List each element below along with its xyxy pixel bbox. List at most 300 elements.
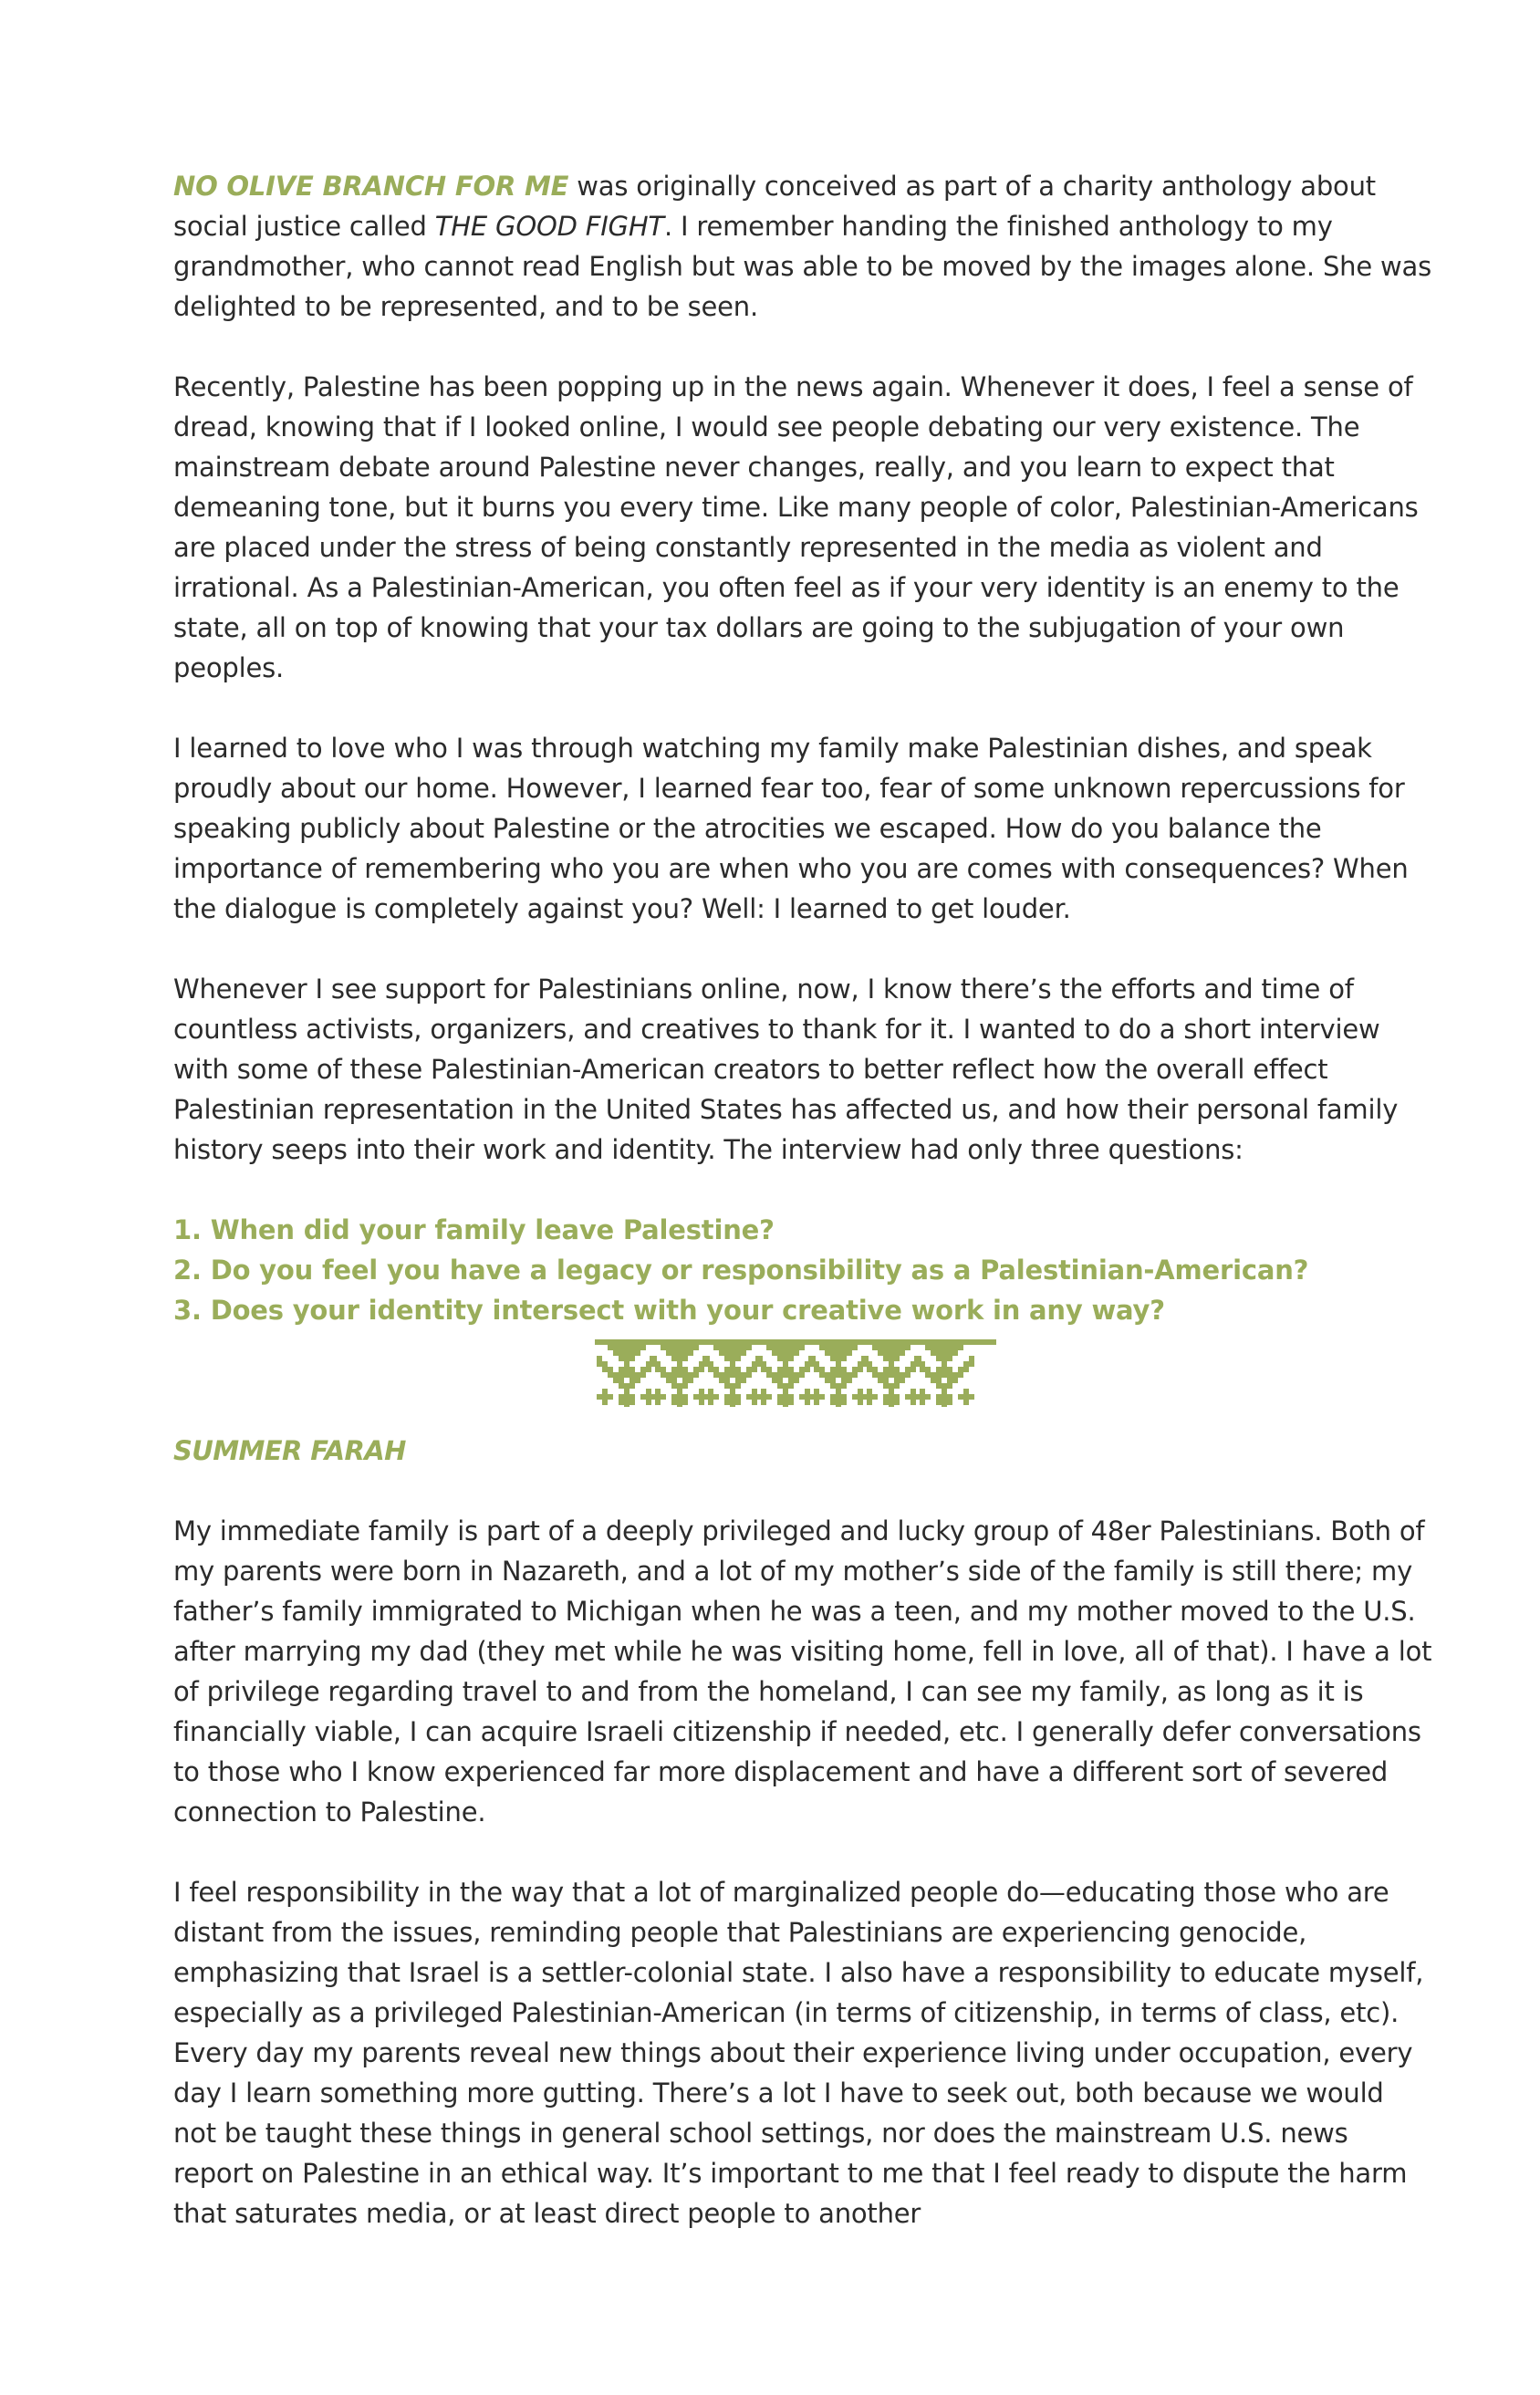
ornament-stitch — [889, 1394, 894, 1400]
ornament-stitch — [730, 1394, 735, 1400]
ornament-stitch — [847, 1372, 852, 1378]
ornament-stitch — [894, 1372, 900, 1378]
ornament-stitch — [905, 1372, 910, 1378]
ornament-stitch — [719, 1378, 724, 1383]
intro-paragraph-1-text-a: was originally conceived as part of a charity anthology about social justice called — [173, 171, 1376, 242]
ornament-stitch — [761, 1400, 766, 1405]
tatreez-border-ornament-icon — [595, 1339, 996, 1407]
ornament-stitch — [640, 1345, 646, 1350]
question-item: 1. When did your family leave Palestine? — [173, 1214, 775, 1245]
ornament-stitch — [693, 1372, 699, 1378]
ornament-stitch — [889, 1372, 894, 1378]
ornament-stitch — [661, 1372, 666, 1378]
ornament-stitch — [655, 1361, 661, 1367]
ornament-stitch — [883, 1400, 889, 1405]
ornament-stitch — [671, 1367, 677, 1372]
ornament-stitch — [677, 1405, 682, 1407]
ornament-stitch — [858, 1367, 863, 1372]
ornament-stitch — [788, 1394, 794, 1400]
ornament-stitch — [830, 1367, 836, 1372]
ornament-stitch — [883, 1378, 889, 1383]
ornament-stitch — [788, 1356, 794, 1361]
ornament-stitch — [682, 1356, 688, 1361]
ornament-stitch — [894, 1378, 900, 1383]
ornament-stitch — [783, 1356, 788, 1361]
ornament-stitch — [942, 1361, 947, 1367]
ornament-stitch — [905, 1367, 910, 1372]
ornament-stitch — [702, 1356, 708, 1361]
ornament-stitch — [830, 1394, 836, 1400]
intro-paragraph-1-text-b: . I remember handing the finished anthology to my grandmother, who cannot read English but was able to be moved by the images alone. She was delighted to be represented, and to be seen. — [173, 211, 1431, 322]
ornament-stitch — [814, 1361, 819, 1367]
ornament-stitch — [713, 1394, 719, 1400]
ornament-stitch — [766, 1367, 772, 1372]
ornament-stitch — [942, 1394, 947, 1400]
ornament-stitch — [788, 1367, 794, 1372]
ornament-stitch — [608, 1394, 613, 1400]
ornament-stitch — [819, 1372, 825, 1378]
ornament-stitch — [883, 1345, 889, 1350]
ornament-stitch — [952, 1350, 958, 1356]
ornament-stitch — [741, 1378, 746, 1383]
ornament-stitch — [783, 1350, 788, 1356]
ornament-stitch — [936, 1400, 942, 1405]
ornament-stitch — [947, 1345, 952, 1350]
ornament-stitch — [969, 1361, 974, 1367]
ornament-stitch — [777, 1345, 783, 1350]
comic-title: NO OLIVE BRANCH FOR ME — [173, 171, 569, 202]
ornament-stitch — [752, 1367, 757, 1372]
ornament-stitch — [619, 1345, 624, 1350]
ornament-stitch — [858, 1389, 863, 1394]
ornament-stitch — [808, 1361, 814, 1367]
ornament-stitch — [783, 1345, 788, 1350]
ornament-stitch — [872, 1394, 878, 1400]
section-paragraph-2: I feel responsibility in the way that a lot of marginalized people do—educating those who are distant from the issues, reminding people that Palestinians are experiencing genocide, emphasizing that Israel is a settler-colonial state. I also have a responsibility to educate myself, especially as a privileged Palestinian-American (in terms of citizenship, in terms of class, etc). Every day my parents reveal new things about their experience living under occupation, every day I learn something more gutting. There’s a lot I have to seek out, both because we would not be taught these things in general school settings, nor does the mainstream U.S. news report on Palestine in an ethical way. It’s important to me that I feel ready to dispute the harm that saturates media, or at least direct people to another — [173, 1877, 1424, 2229]
ornament-stitch — [688, 1378, 693, 1383]
ornament-stitch — [830, 1400, 836, 1405]
ornament-stitch — [624, 1356, 630, 1361]
ornament-stitch — [830, 1356, 836, 1361]
ornament-stitch — [624, 1400, 630, 1405]
ornament-stitch — [777, 1356, 783, 1361]
ornament-stitch — [730, 1405, 735, 1407]
ornament-stitch — [661, 1367, 666, 1372]
intro-paragraph-2: Recently, Palestine has been popping up in the news again. Whenever it does, I feel a sense of dread, knowing that if I looked online, I would see people debating our very existence. The mainstream debate around Palestine never changes, really, and you learn to expect that demeaning tone, but it burns you every time. Like many people of color, Palestinian-Americans are placed under the stress of being constantly represented in the media as violent and irrational. As a Palestinian-American, you often feel as if your very identity is an enemy to the state, all on top of knowing that your tax dollars are going to the subjugation of your own peoples. — [173, 371, 1419, 683]
ornament-stitch — [708, 1361, 713, 1367]
ornament-stitch — [819, 1367, 825, 1372]
ornament-stitch — [819, 1345, 825, 1350]
ornament-stitch — [735, 1394, 741, 1400]
ornament-stitch — [708, 1400, 713, 1405]
ornament-stitch — [969, 1394, 974, 1400]
ornament-stitch — [613, 1372, 619, 1378]
ornament-stitch — [942, 1367, 947, 1372]
ornament-stitch — [693, 1394, 699, 1400]
ornament-stitch — [814, 1394, 819, 1400]
ornament-stitch — [805, 1367, 810, 1372]
ornament-stitch — [830, 1350, 836, 1356]
ornament-stitch — [735, 1400, 741, 1405]
ornament-stitch — [730, 1361, 735, 1367]
ornament-stitch — [702, 1361, 708, 1367]
ornament-stitch — [619, 1356, 624, 1361]
ornament-stitch — [635, 1350, 640, 1356]
ornament-stitch — [788, 1345, 794, 1350]
ornament-stitch — [741, 1372, 746, 1378]
ornament-stitch — [671, 1383, 677, 1389]
ornament-stitch — [925, 1372, 931, 1378]
ornament-stitch — [878, 1372, 883, 1378]
ornament-stitch — [830, 1383, 836, 1389]
ornament-stitch — [671, 1400, 677, 1405]
ornament-stitch — [894, 1345, 900, 1350]
ornament-stitch — [861, 1361, 867, 1367]
ornament-stitch — [872, 1367, 878, 1372]
ornament-stitch — [910, 1367, 916, 1372]
ornament-stitch — [624, 1372, 630, 1378]
ornament-stitch — [905, 1345, 910, 1350]
ornament-stitch — [788, 1378, 794, 1383]
ornament-stitch — [602, 1361, 608, 1367]
ornament-stitch — [783, 1389, 788, 1394]
ornament-stitch — [814, 1367, 819, 1372]
ornament-stitch — [836, 1405, 841, 1407]
ornament-stitch — [852, 1394, 858, 1400]
ornament-stitch — [814, 1400, 819, 1405]
ornament-stitch — [836, 1350, 841, 1356]
ornament-stitch — [847, 1345, 852, 1350]
ornament-stitch — [608, 1345, 613, 1350]
ornament-stitch — [830, 1372, 836, 1378]
ornament-stitch — [630, 1383, 635, 1389]
ornament-stitch — [952, 1378, 958, 1383]
ornament-stitch — [713, 1345, 719, 1350]
ornament-stitch — [624, 1367, 630, 1372]
ornament-stitch — [841, 1394, 847, 1400]
ornament-stitch — [920, 1389, 925, 1394]
ornament-stitch — [808, 1356, 814, 1361]
ornament-stitch — [894, 1400, 900, 1405]
ornament-stitch — [847, 1378, 852, 1383]
ornament-stitch — [661, 1345, 666, 1350]
ornament-stitch — [772, 1350, 777, 1356]
ornament-stitch — [841, 1400, 847, 1405]
ornament-stitch — [830, 1378, 836, 1383]
ornament-stitch — [889, 1345, 894, 1350]
ornament-stitch — [761, 1367, 766, 1372]
ornament-stitch — [597, 1361, 602, 1367]
ornament-stitch — [624, 1383, 630, 1389]
ornament-stitch — [894, 1367, 900, 1372]
ornament-stitch — [677, 1350, 682, 1356]
ornament-stitch — [730, 1356, 735, 1361]
ornament-stitch — [783, 1383, 788, 1389]
ornament-stitch — [861, 1394, 867, 1400]
ornament-stitch — [755, 1356, 761, 1361]
ornament-stitch — [608, 1372, 613, 1378]
ornament-stitch — [602, 1389, 608, 1394]
ornament-stitch — [646, 1400, 651, 1405]
ornament-stitch — [825, 1350, 830, 1356]
ornament-stitch — [724, 1345, 730, 1350]
ornament-stitch — [936, 1378, 942, 1383]
ornament-stitch — [677, 1383, 682, 1389]
ornament-stitch — [836, 1361, 841, 1367]
ornament-stitch — [883, 1394, 889, 1400]
ornament-stitch — [841, 1372, 847, 1378]
ornament-stitch — [677, 1367, 682, 1372]
ornament-stitch — [894, 1383, 900, 1389]
ornament-stitch — [783, 1361, 788, 1367]
ornament-stitch — [682, 1400, 688, 1405]
ornament-stitch — [836, 1372, 841, 1378]
ornament-stitch — [619, 1367, 624, 1372]
ornament-stitch — [635, 1378, 640, 1383]
ornament-stitch — [730, 1383, 735, 1389]
ornament-stitch — [688, 1350, 693, 1356]
ornament-stitch — [900, 1350, 905, 1356]
ornament-stitch — [608, 1367, 613, 1372]
ornament-stitch — [942, 1405, 947, 1407]
ornament-stitch — [936, 1356, 942, 1361]
ornament-stitch — [841, 1356, 847, 1361]
ornament-stitch — [836, 1394, 841, 1400]
ornament-stitch — [666, 1378, 671, 1383]
ornament-stitch — [741, 1350, 746, 1356]
ornament-stitch — [666, 1350, 671, 1356]
ornament-stitch — [783, 1367, 788, 1372]
ornament-stitch — [942, 1389, 947, 1394]
ornament-stitch — [936, 1394, 942, 1400]
ornament-stitch — [847, 1350, 852, 1356]
ornament-stitch — [746, 1372, 752, 1378]
ornament-stitch — [624, 1361, 630, 1367]
ornament-stitch — [777, 1350, 783, 1356]
ornament-stitch — [735, 1383, 741, 1389]
ornament-stitch — [650, 1356, 655, 1361]
ornament-stitch — [794, 1378, 799, 1383]
ornament-stitch — [671, 1356, 677, 1361]
ornament-stitch — [766, 1394, 772, 1400]
ornament-stitch — [597, 1356, 602, 1361]
section-heading: SUMMER FARAH — [173, 1435, 406, 1466]
ornament-stitch — [630, 1350, 635, 1356]
ornament-stitch — [936, 1372, 942, 1378]
ornament-stitch — [783, 1400, 788, 1405]
ornament-stitch — [630, 1345, 635, 1350]
ornament-stitch — [841, 1383, 847, 1389]
ornament-stitch — [719, 1345, 724, 1350]
ornament-stitch — [900, 1345, 905, 1350]
ornament-stitch — [635, 1372, 640, 1378]
ornament-stitch — [619, 1394, 624, 1400]
ornament-stitch — [646, 1367, 651, 1372]
ornament-stitch — [841, 1378, 847, 1383]
ornament-stitch — [883, 1356, 889, 1361]
ornament-stitch — [852, 1367, 858, 1372]
ornament-stitch — [630, 1394, 635, 1400]
ornament-stitch — [772, 1378, 777, 1383]
ornament-stitch — [836, 1356, 841, 1361]
ornament-stitch — [836, 1400, 841, 1405]
ornament-stitch — [746, 1394, 752, 1400]
ornament-stitch — [724, 1394, 730, 1400]
ornament-stitch — [688, 1372, 693, 1378]
ornament-stitch — [777, 1367, 783, 1372]
ornament-stitch — [878, 1378, 883, 1383]
anthology-title: THE GOOD FIGHT — [434, 211, 664, 242]
ornament-stitch — [630, 1400, 635, 1405]
ornament-stitch — [777, 1378, 783, 1383]
ornament-stitch — [794, 1345, 799, 1350]
intro-paragraph-1 — [173, 166, 1432, 327]
ornament-stitch — [635, 1345, 640, 1350]
ornament-stitch — [894, 1350, 900, 1356]
ornament-stitch — [752, 1389, 757, 1394]
question-item: 2. Do you feel you have a legacy or responsibility as a Palestinian-American? — [173, 1255, 1309, 1286]
ornament-stitch — [613, 1378, 619, 1383]
ornament-stitch — [788, 1350, 794, 1356]
ornament-stitch — [942, 1356, 947, 1361]
ornament-stitch — [766, 1372, 772, 1378]
ornament-stitch — [925, 1345, 931, 1350]
ornament-stitch — [730, 1367, 735, 1372]
ornament-stitch — [730, 1372, 735, 1378]
ornament-stitch — [947, 1356, 952, 1361]
ornament-stitch — [655, 1367, 661, 1372]
ornament-stitch — [872, 1345, 878, 1350]
ornament-stitch — [666, 1372, 671, 1378]
ornament-stitch — [931, 1372, 936, 1378]
ornament-stitch — [777, 1383, 783, 1389]
ornament-stitch — [867, 1361, 872, 1367]
ornament-stitch — [630, 1378, 635, 1383]
ornament-stitch — [788, 1400, 794, 1405]
ornament-stitch — [671, 1372, 677, 1378]
ornament-stitch — [755, 1361, 761, 1367]
ornament-stitch — [640, 1367, 646, 1372]
ornament-stitch — [724, 1378, 730, 1383]
ornament-stitch — [910, 1389, 916, 1394]
ornament-stitch — [735, 1378, 741, 1383]
ornament-stitch — [666, 1345, 671, 1350]
ornament-stitch — [900, 1378, 905, 1383]
ornament-stitch — [682, 1350, 688, 1356]
ornament-stitch — [805, 1389, 810, 1394]
ornament-stitch — [682, 1367, 688, 1372]
ornament-stitch — [682, 1383, 688, 1389]
ornament-stitch — [677, 1394, 682, 1400]
ornament-stitch — [619, 1350, 624, 1356]
ornament-stitch — [867, 1400, 872, 1405]
ornament-stitch — [942, 1350, 947, 1356]
ornament-stitch — [894, 1394, 900, 1400]
ornament-row — [173, 1339, 1432, 1421]
ornament-stitch — [597, 1394, 602, 1400]
ornament-stitch — [777, 1394, 783, 1400]
ornament-stitch — [777, 1372, 783, 1378]
ornament-stitch — [963, 1389, 969, 1394]
ornament-stitch — [761, 1361, 766, 1367]
ornament-stitch — [682, 1372, 688, 1378]
ornament-stitch — [783, 1394, 788, 1400]
ornament-stitch — [677, 1356, 682, 1361]
ornament-stitch — [841, 1367, 847, 1372]
ornament-stitch — [794, 1372, 799, 1378]
ornament-stitch — [724, 1350, 730, 1356]
ornament-stitch — [861, 1356, 867, 1361]
ornament-stitch — [958, 1367, 963, 1372]
ornament-stitch — [602, 1367, 608, 1372]
ornament-stitch — [889, 1389, 894, 1394]
ornament-stitch — [925, 1367, 931, 1372]
ornament-stitch — [920, 1367, 925, 1372]
ornament-stitch — [772, 1345, 777, 1350]
ornament-stitch — [836, 1367, 841, 1372]
ornament-stitch — [640, 1394, 646, 1400]
ornament-stitch — [867, 1389, 872, 1394]
ornament-stitch — [624, 1405, 630, 1407]
ornament-stitch — [852, 1345, 858, 1350]
ornament-stitch — [910, 1400, 916, 1405]
ornament-stitch — [936, 1345, 942, 1350]
ornament-stitch — [724, 1367, 730, 1372]
ornament-stitch — [914, 1356, 920, 1361]
ornament-stitch — [836, 1383, 841, 1389]
ornament-stitch — [755, 1394, 761, 1400]
ornament-stitch — [624, 1345, 630, 1350]
ornament-stitch — [889, 1405, 894, 1407]
ornament-stitch — [730, 1400, 735, 1405]
interview-questions — [173, 1210, 1432, 1330]
ornament-stitch — [708, 1389, 713, 1394]
ornament-stitch — [777, 1400, 783, 1405]
ornament-stitch — [947, 1394, 952, 1400]
ornament-stitch — [867, 1394, 872, 1400]
ornament-stitch — [630, 1372, 635, 1378]
ornament-stitch — [688, 1345, 693, 1350]
ornament-stitch — [947, 1378, 952, 1383]
ornament-stitch — [920, 1361, 925, 1367]
ornament-stitch — [761, 1389, 766, 1394]
ornament-stitch — [783, 1405, 788, 1407]
ornament-stitch — [914, 1394, 920, 1400]
ornament-stitch — [889, 1350, 894, 1356]
ornament-stitch — [819, 1394, 825, 1400]
ornament-stitch — [942, 1345, 947, 1350]
ornament-stitch — [894, 1356, 900, 1361]
ornament-stitch — [619, 1400, 624, 1405]
ornament-stitch — [878, 1345, 883, 1350]
ornament-stitch — [719, 1350, 724, 1356]
ornament-stitch — [836, 1389, 841, 1394]
ornament-stitch — [958, 1394, 963, 1400]
ornament-stitch — [624, 1350, 630, 1356]
ornament-stitch — [677, 1345, 682, 1350]
ornament-stitch — [646, 1389, 651, 1394]
ornament-stitch — [936, 1383, 942, 1389]
ornament-stitch — [708, 1394, 713, 1400]
ornament-stitch — [963, 1361, 969, 1367]
ornament-stitch — [630, 1367, 635, 1372]
ornament-stitch — [947, 1367, 952, 1372]
ornament-stitch — [799, 1394, 805, 1400]
ornament-stitch — [655, 1389, 661, 1394]
ornament-stitch — [746, 1345, 752, 1350]
ornament-stitch — [947, 1372, 952, 1378]
ornament-stitch — [925, 1394, 931, 1400]
